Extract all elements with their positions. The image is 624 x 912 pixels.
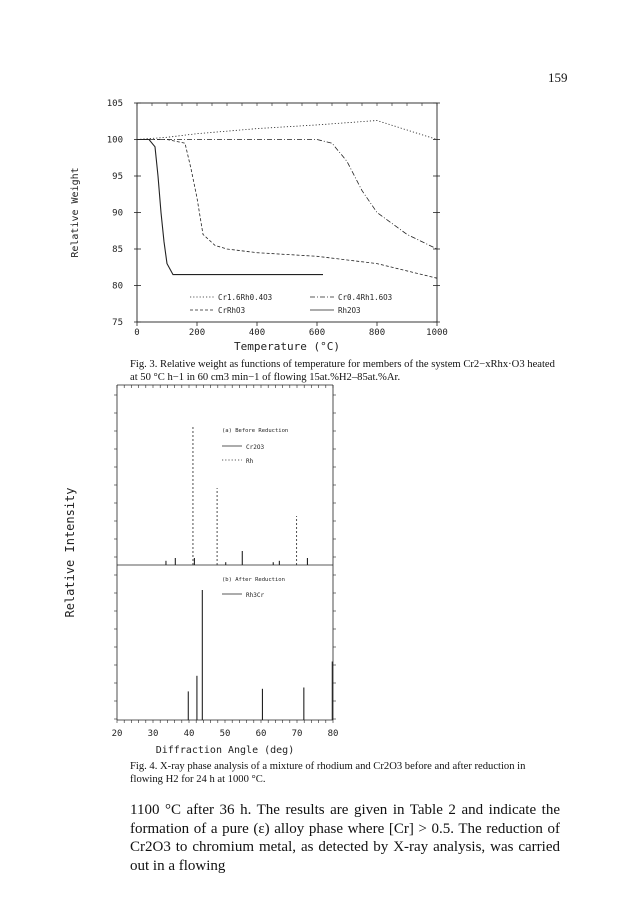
legend-label: Rh2O3 xyxy=(338,306,361,315)
series-line-1 xyxy=(137,140,437,250)
x-axis-label: Temperature (°C) xyxy=(234,340,340,353)
page-number: 159 xyxy=(548,70,568,85)
x-axis-label: Diffraction Angle (deg) xyxy=(155,745,295,756)
y-axis-label: Relative Intensity xyxy=(63,487,77,618)
figure-3-caption: Fig. 3. Relative weight as functions of temperature for members of the system Cr2−xRhx·O3 heated at 50 °C h−1 in 60 cm3 min−1 of flowing 15at.%H2–85at.%Ar. xyxy=(130,359,555,383)
x-tick-label: 70 xyxy=(291,729,303,739)
y-tick-label: 95 xyxy=(112,172,123,182)
series-line-3 xyxy=(137,140,323,275)
x-tick-label: 80 xyxy=(327,729,339,739)
x-tick-label: 600 xyxy=(308,328,326,338)
legend-label: CrRhO3 xyxy=(218,306,246,315)
x-tick-label: 20 xyxy=(111,729,123,739)
legend-label: Rh3Cr xyxy=(246,592,265,599)
legend-label: Cr0.4Rh1.6O3 xyxy=(338,293,393,302)
x-tick-label: 400 xyxy=(248,328,266,338)
x-tick-label: 800 xyxy=(368,328,386,338)
y-tick-label: 85 xyxy=(112,245,123,255)
y-tick-label: 105 xyxy=(106,99,123,109)
legend-label: Rh xyxy=(246,458,254,465)
y-tick-label: 80 xyxy=(112,281,123,292)
x-tick-label: 50 xyxy=(219,729,231,739)
series-line-2 xyxy=(137,140,437,279)
y-axis-label: Relative Weight xyxy=(70,167,81,258)
x-tick-label: 200 xyxy=(188,328,206,338)
x-tick-label: 0 xyxy=(134,328,140,338)
x-tick-label: 60 xyxy=(255,729,267,739)
figure-4-caption: Fig. 4. X-ray phase analysis of a mixture of rhodium and Cr2O3 before and after reduction in flowing H2 for 24 h at 1000 °C. xyxy=(130,761,526,785)
legend-label: Cr2O3 xyxy=(246,444,265,451)
legend-label: Cr1.6Rh0.4O3 xyxy=(218,293,273,302)
x-tick-label: 30 xyxy=(147,729,159,739)
series-line-0 xyxy=(137,121,437,140)
y-tick-label: 100 xyxy=(106,135,123,146)
y-tick-label: 75 xyxy=(112,318,123,328)
y-tick-label: 90 xyxy=(112,208,123,219)
body-paragraph: 1100 °C after 36 h. The results are given in Table 2 and indicate the formation of a pure (ε) alloy phase where [Cr] > 0.5. The reduction of Cr2O3 to chromium metal, as detected by X-ray analysis, was carried out in a flowing xyxy=(130,802,560,874)
x-tick-label: 1000 xyxy=(426,328,448,338)
panel-b-title: (b) After Reduction xyxy=(222,577,285,583)
panel-a-title: (a) Before Reduction xyxy=(222,428,289,434)
x-tick-label: 40 xyxy=(183,729,195,739)
